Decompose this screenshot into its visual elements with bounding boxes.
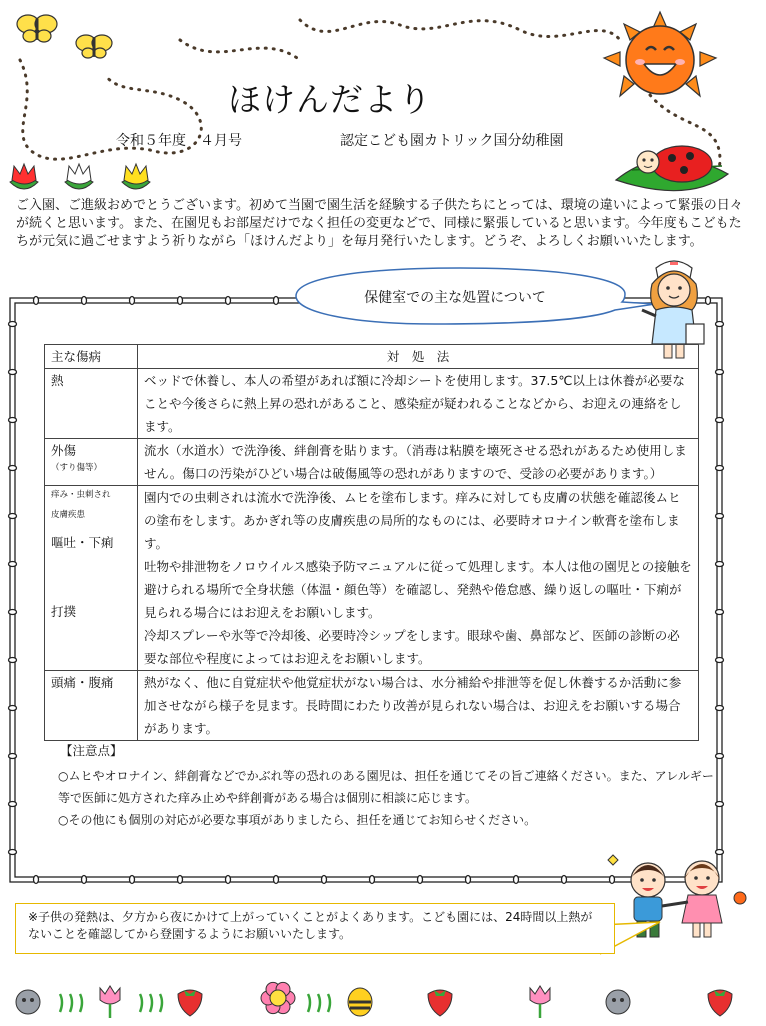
tulips-decoration (8, 162, 178, 202)
intro-paragraph: ご入園、ご進級おめでとうございます。初めて当園で園生活を経験する子供たちにとっては、環境の違いによって緊張の日々が続くと思います。また、在園児もお部屋だけでなく担任の変更などで、同様に緊張していると思います。今年度もこどもたちが元気に過ごせますよう祈りながら「ほけんだより」を毎月発行いたします。どうぞ、よろしくお願いいたします。 (16, 198, 743, 249)
strawberry-icon (428, 990, 452, 1016)
frame-bead (418, 876, 423, 884)
sprout-icon (140, 994, 162, 1012)
frame-bead (178, 876, 183, 884)
frame-bead (716, 370, 724, 375)
frame-bead (9, 418, 17, 423)
frame-bead (716, 418, 724, 423)
page-title: ほけんだより (228, 80, 432, 119)
frame-bead (82, 297, 87, 305)
frame-bead (34, 297, 39, 305)
frame-bead (716, 322, 724, 327)
frame-bead (9, 802, 17, 807)
category-label: 外傷 (51, 443, 77, 458)
note-item: ○その他にも個別の対応が必要な事項がありましたら、担任を通じてお知らせください。 (58, 813, 537, 827)
sprout-icon (60, 994, 82, 1012)
frame-bead (370, 876, 375, 884)
frame-bead (466, 876, 471, 884)
bee-icon (348, 988, 372, 1016)
treatment-table (44, 344, 699, 741)
frame-bead (130, 876, 135, 884)
frame-bead (274, 297, 279, 305)
frame-bead (716, 514, 724, 519)
notes-list (58, 765, 718, 831)
frame-bead (9, 562, 17, 567)
category-label: 皮膚疾患 (51, 510, 86, 520)
frame-bead (226, 297, 231, 305)
frame-bead (82, 876, 87, 884)
frame-bead (716, 706, 724, 711)
school-name: 認定こども園カトリック国分幼稚園 (340, 133, 564, 149)
treatment-text: 冷却スプレーや氷等で冷却後、必要時冷シップをします。眼球や歯、鼻部など、医師の診断の必要な部位や程度によってはお迎えをお願いします。 (144, 628, 680, 666)
butterfly-icon (14, 12, 60, 46)
bug-icon (606, 990, 630, 1014)
notes-heading: 【注意点】 (60, 743, 123, 758)
treatment-text: 園内での虫刺されは流水で洗浄後、ムヒを塗布します。痒みに対しても皮膚の状態を確認後ムヒの塗布をします。あかぎれ等の皮膚疾患の局所的なものには、必要時オロナイン軟膏を塗布します。 (144, 490, 681, 551)
sprout-icon (308, 994, 330, 1012)
frame-bead (716, 562, 724, 567)
header-category: 主な傷病 (45, 345, 138, 369)
category-cell: 頭痛・腹痛 (45, 671, 138, 741)
frame-bead (9, 466, 17, 471)
frame-bead (716, 754, 724, 759)
treatment-text: 吐物や排泄物をノロウイルス感染予防マニュアルに従って処理します。本人は他の園児との接触を避けられる場所で全身状態（体温・顔色等）を確認し、発熱や倦怠感、繰り返しの嘔吐・下痢が見られる場合にはお迎えをお願いします。 (144, 559, 692, 620)
frame-bead (716, 658, 724, 663)
treatment-cell: 熱がなく、他に自覚症状や他覚症状がない場合は、水分補給や排泄等を促し休養するか活動に参加させながら様子を見ます。長時間にわたり改善が見られない場合は、お迎えをお願いする場合があります。 (138, 671, 699, 741)
table-row (45, 486, 699, 671)
frame-bead (34, 876, 39, 884)
table-row (45, 439, 699, 486)
category-cell: 熱 (45, 369, 138, 439)
treatment-cell: ベッドで休養し、本人の希望があれば額に冷却シートを使用します。37.5℃以上は休養が必要なことや今後さらに熱上昇の恐れがあること、感染症が疑われることなどから、お迎えの連絡をします。 (138, 369, 699, 439)
header-treatment: 対 処 法 (138, 345, 699, 369)
frame-bead (274, 876, 279, 884)
frame-bead (562, 876, 567, 884)
frame-bead (9, 322, 17, 327)
frame-bead (322, 876, 327, 884)
frame-bead (9, 370, 17, 375)
frame-bead (9, 514, 17, 519)
category-cell (45, 486, 138, 671)
frame-bead (716, 610, 724, 615)
bug-icon (16, 990, 40, 1014)
butterfly-icon (74, 32, 114, 62)
frame-bead (9, 658, 17, 663)
category-label: 痒み・虫刺され (51, 490, 111, 500)
treatment-cell: 流水（水道水）で洗浄後、絆創膏を貼ります。（消毒は粘膜を壊死させる恐れがあるため使用しません。傷口の汚染がひどい場合は破傷風等の恐れがありますので、受診の必要があります。） (138, 439, 699, 486)
flower-icon (261, 982, 295, 1013)
table-header-row (45, 345, 699, 369)
frame-bead (178, 297, 183, 305)
frame-bead (226, 876, 231, 884)
bottom-border-decoration (0, 974, 766, 1026)
frame-bead (130, 297, 135, 305)
category-cell (45, 439, 138, 486)
strawberry-icon (178, 990, 202, 1016)
tulip-icon (100, 986, 120, 1018)
table-row (45, 369, 699, 439)
strawberry-icon (708, 990, 732, 1016)
category-sublabel: （すり傷等） (51, 463, 103, 473)
note-item: ○ムヒやオロナイン、絆創膏などでかぶれ等の恐れのある園児は、担任を通じてその旨ご連絡ください。また、アレルギー等で医師に処方された痒み止めや絆創膏がある場合は個別に相談に応じます。 (58, 769, 714, 805)
frame-bead (9, 850, 17, 855)
ladybug-icon (612, 140, 732, 198)
frame-bead (716, 466, 724, 471)
frame-bead (514, 876, 519, 884)
frame-bead (9, 706, 17, 711)
bubble-label: 保健室での主な処置について (364, 290, 546, 306)
tulip-icon (530, 986, 550, 1018)
fever-note: ※子供の発熱は、夕方から夜にかけて上がっていくことがよくあります。こども園には、24時間以上熱がないことを確認してから登園するようにお願いいたします。 (15, 903, 615, 954)
frame-bead (9, 754, 17, 759)
issue-label: 令和５年度 ４月号 (116, 133, 242, 149)
sun-icon (600, 10, 720, 110)
frame-bead (9, 610, 17, 615)
category-label: 打撲 (51, 604, 77, 619)
treatment-cell (138, 486, 699, 671)
category-label: 嘔吐・下痢 (51, 535, 114, 550)
table-row (45, 671, 699, 741)
